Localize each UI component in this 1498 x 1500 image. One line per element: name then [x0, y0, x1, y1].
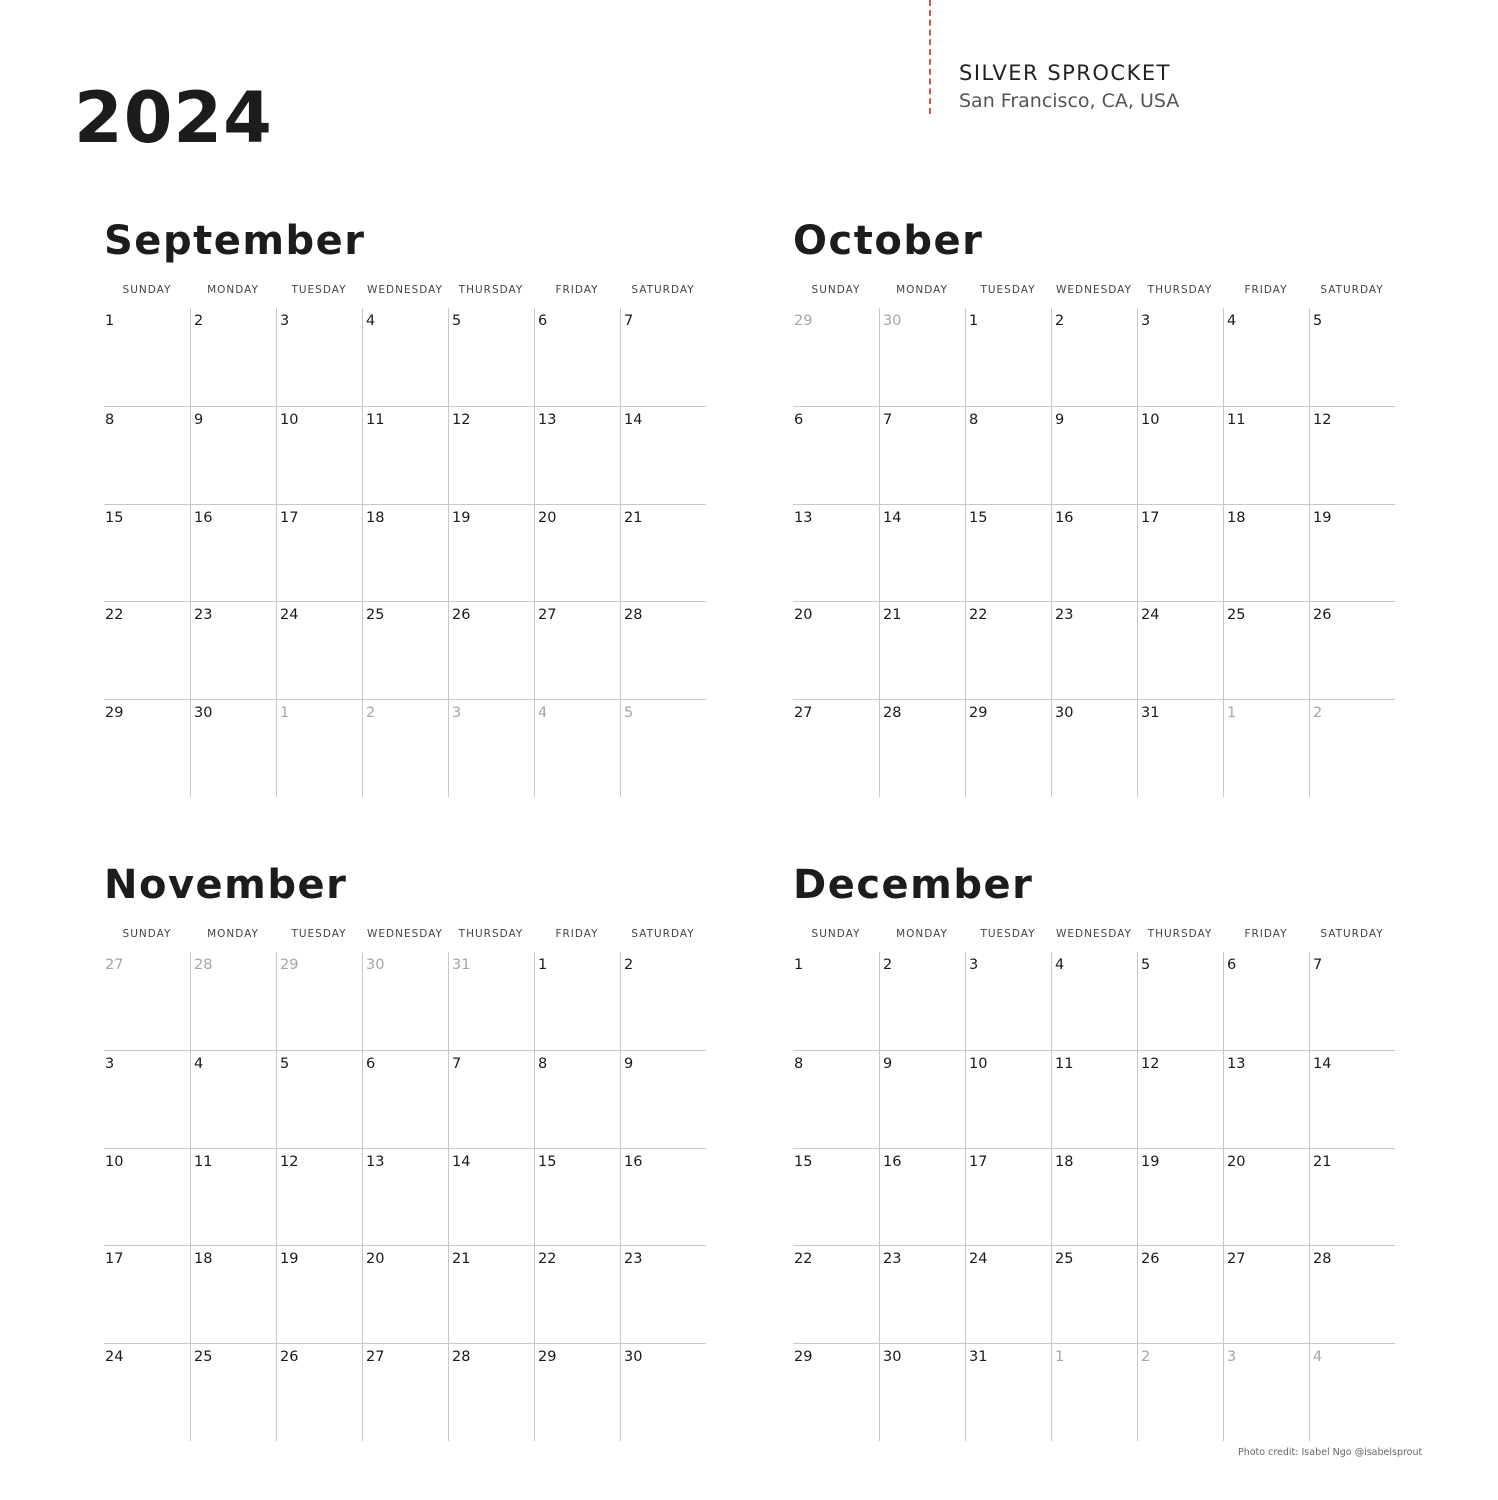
day-cell: 2 — [1051, 308, 1137, 406]
day-cell: 18 — [1223, 505, 1309, 602]
day-cell: 28 — [1309, 1246, 1395, 1343]
calendar-grid — [104, 308, 706, 797]
day-cell: 30 — [879, 1344, 965, 1441]
day-cell: 2 — [620, 952, 706, 1050]
day-cell: 16 — [1051, 505, 1137, 602]
calendar-week-row — [793, 1245, 1395, 1343]
day-cell: 28 — [879, 700, 965, 797]
day-cell: 6 — [534, 308, 620, 406]
day-cell: 5 — [1309, 308, 1395, 406]
day-cell: 15 — [794, 1153, 813, 1170]
weekday-label: MONDAY — [207, 928, 259, 940]
day-cell: 15 — [534, 1149, 620, 1246]
calendar-week-row — [104, 952, 706, 1050]
weekday-label: SATURDAY — [1320, 928, 1384, 940]
day-cell: 11 — [1223, 407, 1309, 504]
calendar-week-row — [793, 504, 1395, 602]
day-cell: 14 — [620, 407, 706, 504]
day-cell: 13 — [362, 1149, 448, 1246]
day-cell: 21 — [1309, 1149, 1395, 1246]
day-cell: 26 — [1309, 602, 1395, 699]
calendar-week-row — [104, 1343, 706, 1441]
day-cell: 3 — [105, 1055, 115, 1072]
day-cell: 17 — [105, 1251, 124, 1268]
adjacent-month-day-cell: 5 — [620, 700, 706, 797]
day-cell: 25 — [1051, 1246, 1137, 1343]
adjacent-month-day-cell: 28 — [190, 952, 276, 1050]
weekday-label: TUESDAY — [980, 284, 1036, 296]
day-cell: 25 — [1223, 602, 1309, 699]
weekday-label: SATURDAY — [631, 928, 695, 940]
day-cell: 23 — [190, 602, 276, 699]
weekday-label: WEDNESDAY — [367, 928, 443, 940]
month-title: November — [104, 862, 348, 908]
day-cell: 19 — [276, 1246, 362, 1343]
calendar-week-row — [104, 601, 706, 699]
calendar-week-row — [793, 406, 1395, 504]
day-cell: 3 — [276, 308, 362, 406]
weekday-header — [793, 282, 1395, 298]
day-cell: 26 — [448, 602, 534, 699]
day-cell: 29 — [534, 1344, 620, 1441]
day-cell: 16 — [190, 505, 276, 602]
month-title: September — [104, 218, 366, 264]
day-cell: 30 — [620, 1344, 706, 1441]
adjacent-month-day-cell: 31 — [448, 952, 534, 1050]
day-cell: 26 — [1137, 1246, 1223, 1343]
day-cell: 24 — [965, 1246, 1051, 1343]
day-cell: 21 — [879, 602, 965, 699]
day-cell: 29 — [794, 1349, 813, 1366]
day-cell: 9 — [879, 1051, 965, 1148]
day-cell: 11 — [190, 1149, 276, 1246]
weekday-label: FRIDAY — [555, 284, 599, 296]
adjacent-month-day-cell: 1 — [276, 700, 362, 797]
adjacent-month-day-cell: 2 — [1137, 1344, 1223, 1441]
brand-location: San Francisco, CA, USA — [959, 90, 1180, 112]
day-cell: 26 — [276, 1344, 362, 1441]
calendar-grid — [104, 952, 706, 1441]
adjacent-month-day-cell: 30 — [879, 308, 965, 406]
adjacent-month-day-cell: 29 — [276, 952, 362, 1050]
calendar-week-row — [104, 308, 706, 406]
day-cell: 4 — [1051, 952, 1137, 1050]
day-cell: 3 — [965, 952, 1051, 1050]
weekday-label: FRIDAY — [555, 928, 599, 940]
day-cell: 13 — [794, 509, 813, 526]
day-cell: 28 — [620, 602, 706, 699]
calendar-week-row — [104, 699, 706, 797]
month-title: October — [793, 218, 984, 264]
day-cell: 22 — [534, 1246, 620, 1343]
weekday-label: SUNDAY — [122, 284, 172, 296]
adjacent-month-day-cell: 4 — [534, 700, 620, 797]
brand-name: SILVER SPROCKET — [959, 61, 1171, 85]
weekday-header — [793, 926, 1395, 942]
day-cell: 15 — [965, 505, 1051, 602]
day-cell: 20 — [362, 1246, 448, 1343]
weekday-label: WEDNESDAY — [367, 284, 443, 296]
weekday-label: TUESDAY — [291, 928, 347, 940]
weekday-label: FRIDAY — [1244, 928, 1288, 940]
month-title: December — [793, 862, 1034, 908]
day-cell: 21 — [620, 505, 706, 602]
day-cell: 8 — [794, 1055, 804, 1072]
day-cell: 30 — [190, 700, 276, 797]
adjacent-month-day-cell: 1 — [1223, 700, 1309, 797]
day-cell: 10 — [965, 1051, 1051, 1148]
day-cell: 27 — [362, 1344, 448, 1441]
day-cell: 9 — [620, 1051, 706, 1148]
day-cell: 9 — [190, 407, 276, 504]
adjacent-month-day-cell: 1 — [1051, 1344, 1137, 1441]
calendar-week-row — [104, 1245, 706, 1343]
header-divider — [929, 0, 931, 114]
day-cell: 19 — [448, 505, 534, 602]
day-cell: 3 — [1137, 308, 1223, 406]
weekday-header — [104, 926, 706, 942]
day-cell: 6 — [794, 411, 804, 428]
day-cell: 31 — [1137, 700, 1223, 797]
day-cell: 27 — [794, 705, 813, 722]
day-cell: 6 — [1223, 952, 1309, 1050]
day-cell: 17 — [276, 505, 362, 602]
day-cell: 12 — [448, 407, 534, 504]
calendar-week-row — [793, 952, 1395, 1050]
adjacent-month-day-cell: 2 — [1309, 700, 1395, 797]
day-cell: 4 — [362, 308, 448, 406]
day-cell: 1 — [965, 308, 1051, 406]
day-cell: 7 — [448, 1051, 534, 1148]
day-cell: 22 — [105, 607, 124, 624]
day-cell: 2 — [190, 308, 276, 406]
day-cell: 5 — [448, 308, 534, 406]
day-cell: 4 — [190, 1051, 276, 1148]
day-cell: 23 — [879, 1246, 965, 1343]
day-cell: 29 — [105, 705, 124, 722]
calendar-grid — [793, 952, 1395, 1441]
adjacent-month-day-cell: 30 — [362, 952, 448, 1050]
calendar-week-row — [104, 1148, 706, 1246]
calendar-week-row — [104, 1050, 706, 1148]
day-cell: 21 — [448, 1246, 534, 1343]
weekday-label: SUNDAY — [122, 928, 172, 940]
calendar-week-row — [104, 406, 706, 504]
day-cell: 22 — [965, 602, 1051, 699]
calendar-week-row — [793, 308, 1395, 406]
day-cell: 1 — [794, 957, 804, 973]
day-cell: 11 — [362, 407, 448, 504]
day-cell: 8 — [534, 1051, 620, 1148]
weekday-label: SATURDAY — [631, 284, 695, 296]
day-cell: 20 — [534, 505, 620, 602]
day-cell: 16 — [879, 1149, 965, 1246]
day-cell: 2 — [879, 952, 965, 1050]
weekday-label: THURSDAY — [458, 928, 524, 940]
day-cell: 24 — [105, 1349, 124, 1366]
day-cell: 13 — [1223, 1051, 1309, 1148]
weekday-label: WEDNESDAY — [1056, 928, 1132, 940]
day-cell: 16 — [620, 1149, 706, 1246]
day-cell: 12 — [1309, 407, 1395, 504]
day-cell: 19 — [1309, 505, 1395, 602]
weekday-label: MONDAY — [207, 284, 259, 296]
day-cell: 27 — [534, 602, 620, 699]
calendar-week-row — [793, 1343, 1395, 1441]
day-cell: 17 — [1137, 505, 1223, 602]
calendar-grid — [793, 308, 1395, 797]
day-cell: 6 — [362, 1051, 448, 1148]
adjacent-month-day-cell: 29 — [794, 313, 813, 329]
calendar-week-row — [104, 504, 706, 602]
day-cell: 28 — [448, 1344, 534, 1441]
day-cell: 17 — [965, 1149, 1051, 1246]
adjacent-month-day-cell: 27 — [105, 957, 124, 973]
day-cell: 23 — [1051, 602, 1137, 699]
day-cell: 14 — [879, 505, 965, 602]
day-cell: 22 — [794, 1251, 813, 1268]
weekday-label: THURSDAY — [458, 284, 524, 296]
weekday-label: MONDAY — [896, 284, 948, 296]
day-cell: 25 — [362, 602, 448, 699]
day-cell: 25 — [190, 1344, 276, 1441]
day-cell: 24 — [276, 602, 362, 699]
calendar-week-row — [793, 1148, 1395, 1246]
day-cell: 4 — [1223, 308, 1309, 406]
day-cell: 23 — [620, 1246, 706, 1343]
day-cell: 12 — [276, 1149, 362, 1246]
day-cell: 14 — [448, 1149, 534, 1246]
adjacent-month-day-cell: 3 — [1223, 1344, 1309, 1441]
photo-credit: Photo credit: Isabel Ngo @isabelsprout — [1238, 1447, 1423, 1458]
day-cell: 8 — [105, 411, 115, 428]
day-cell: 10 — [105, 1153, 124, 1170]
day-cell: 18 — [1051, 1149, 1137, 1246]
day-cell: 30 — [1051, 700, 1137, 797]
day-cell: 14 — [1309, 1051, 1395, 1148]
weekday-label: THURSDAY — [1147, 284, 1213, 296]
adjacent-month-day-cell: 3 — [448, 700, 534, 797]
day-cell: 13 — [534, 407, 620, 504]
weekday-header — [104, 282, 706, 298]
day-cell: 7 — [1309, 952, 1395, 1050]
weekday-label: FRIDAY — [1244, 284, 1288, 296]
day-cell: 18 — [362, 505, 448, 602]
day-cell: 5 — [276, 1051, 362, 1148]
day-cell: 19 — [1137, 1149, 1223, 1246]
weekday-label: SUNDAY — [811, 928, 861, 940]
day-cell: 11 — [1051, 1051, 1137, 1148]
calendar-week-row — [793, 1050, 1395, 1148]
day-cell: 20 — [794, 607, 813, 624]
weekday-label: SUNDAY — [811, 284, 861, 296]
day-cell: 29 — [965, 700, 1051, 797]
day-cell: 1 — [105, 313, 115, 329]
day-cell: 12 — [1137, 1051, 1223, 1148]
weekday-label: MONDAY — [896, 928, 948, 940]
calendar-week-row — [793, 699, 1395, 797]
day-cell: 31 — [965, 1344, 1051, 1441]
adjacent-month-day-cell: 2 — [362, 700, 448, 797]
day-cell: 27 — [1223, 1246, 1309, 1343]
day-cell: 24 — [1137, 602, 1223, 699]
day-cell: 10 — [1137, 407, 1223, 504]
adjacent-month-day-cell: 4 — [1309, 1344, 1395, 1441]
day-cell: 9 — [1051, 407, 1137, 504]
day-cell: 5 — [1137, 952, 1223, 1050]
day-cell: 1 — [534, 952, 620, 1050]
weekday-label: THURSDAY — [1147, 928, 1213, 940]
day-cell: 7 — [879, 407, 965, 504]
day-cell: 8 — [965, 407, 1051, 504]
calendar-week-row — [793, 601, 1395, 699]
day-cell: 18 — [190, 1246, 276, 1343]
weekday-label: TUESDAY — [980, 928, 1036, 940]
day-cell: 20 — [1223, 1149, 1309, 1246]
weekday-label: WEDNESDAY — [1056, 284, 1132, 296]
year-title: 2024 — [74, 77, 273, 159]
weekday-label: TUESDAY — [291, 284, 347, 296]
day-cell: 10 — [276, 407, 362, 504]
weekday-label: SATURDAY — [1320, 284, 1384, 296]
day-cell: 15 — [105, 509, 124, 526]
day-cell: 7 — [620, 308, 706, 406]
